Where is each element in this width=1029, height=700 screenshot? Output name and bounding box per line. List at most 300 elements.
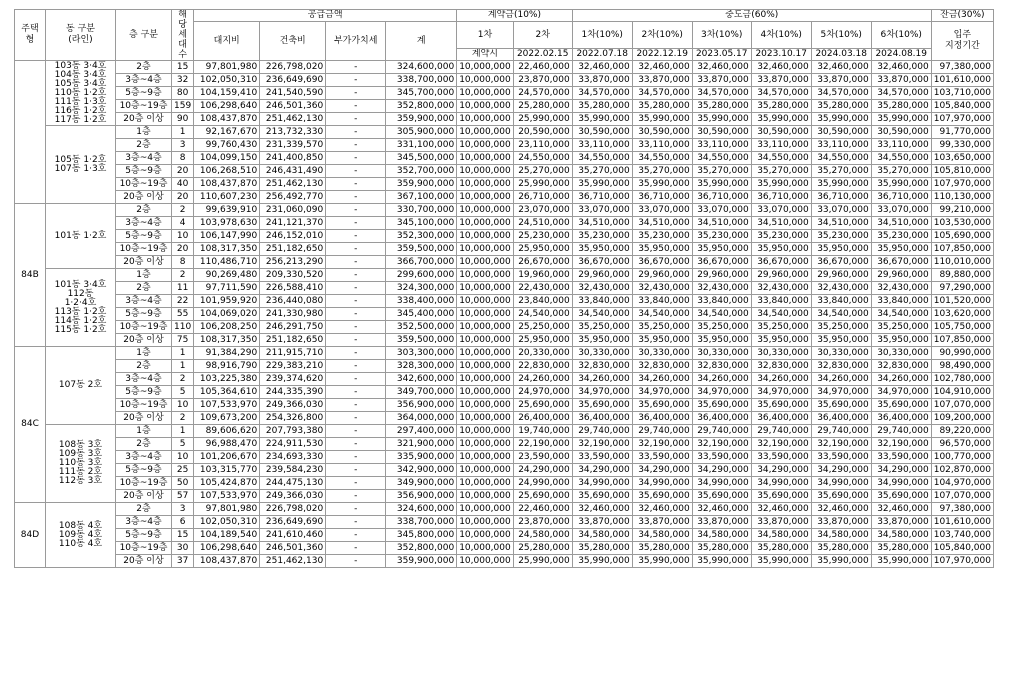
table-row bbox=[15, 295, 994, 308]
amount-cell: 35,280,000 bbox=[751, 542, 811, 555]
amount-cell: 34,570,000 bbox=[871, 87, 931, 100]
amount-cell: 102,050,310 bbox=[194, 74, 260, 87]
floor-cell: 2층 bbox=[116, 204, 172, 217]
amount-cell: 108,317,350 bbox=[194, 243, 260, 256]
header-building: 건축비 bbox=[260, 22, 326, 61]
amount-cell: 352,500,000 bbox=[386, 321, 457, 334]
floor-cell: 5층~9층 bbox=[116, 230, 172, 243]
amount-cell: - bbox=[326, 503, 386, 516]
table-row bbox=[15, 529, 994, 542]
amount-cell: 107,070,000 bbox=[931, 399, 993, 412]
amount-cell: 97,380,000 bbox=[931, 61, 993, 74]
units-cell: 1 bbox=[172, 347, 194, 360]
amount-cell: 32,830,000 bbox=[632, 360, 692, 373]
units-cell: 4 bbox=[172, 217, 194, 230]
table-row bbox=[15, 399, 994, 412]
amount-cell: 35,950,000 bbox=[692, 243, 751, 256]
header-mid-date-4: 2023.10.17 bbox=[751, 49, 811, 61]
amount-cell: 33,070,000 bbox=[572, 204, 632, 217]
header-c1-date: 계약시 bbox=[457, 49, 514, 61]
table-row bbox=[15, 490, 994, 503]
amount-cell: - bbox=[326, 516, 386, 529]
amount-cell: 24,510,000 bbox=[513, 217, 572, 230]
amount-cell: 35,690,000 bbox=[692, 490, 751, 503]
amount-cell: 33,110,000 bbox=[632, 139, 692, 152]
amount-cell: 103,710,000 bbox=[931, 87, 993, 100]
amount-cell: 10,000,000 bbox=[457, 451, 514, 464]
amount-cell: 30,590,000 bbox=[811, 126, 871, 139]
floor-cell: 20층 이상 bbox=[116, 113, 172, 126]
amount-cell: 35,250,000 bbox=[692, 321, 751, 334]
dong-cell: 101동 3·4호 112동 1·2·4호 113동 1·2호 114동 1·2호 115동 1·2호 bbox=[46, 269, 116, 347]
amount-cell: 25,230,000 bbox=[513, 230, 572, 243]
amount-cell: 106,147,990 bbox=[194, 230, 260, 243]
amount-cell: 349,900,000 bbox=[386, 477, 457, 490]
amount-cell: 352,700,000 bbox=[386, 165, 457, 178]
amount-cell: 36,400,000 bbox=[572, 412, 632, 425]
amount-cell: 32,460,000 bbox=[871, 503, 931, 516]
table-row bbox=[15, 74, 994, 87]
amount-cell: 241,121,370 bbox=[260, 217, 326, 230]
header-mid-date-1: 2022.07.18 bbox=[572, 49, 632, 61]
amount-cell: 34,550,000 bbox=[632, 152, 692, 165]
amount-cell: 246,431,490 bbox=[260, 165, 326, 178]
amount-cell: - bbox=[326, 438, 386, 451]
amount-cell: 33,590,000 bbox=[692, 451, 751, 464]
floor-cell: 10층~19층 bbox=[116, 100, 172, 113]
amount-cell: 35,690,000 bbox=[811, 490, 871, 503]
amount-cell: 110,607,230 bbox=[194, 191, 260, 204]
amount-cell: 10,000,000 bbox=[457, 152, 514, 165]
amount-cell: 35,990,000 bbox=[572, 113, 632, 126]
amount-cell: 91,770,000 bbox=[931, 126, 993, 139]
amount-cell: 236,649,690 bbox=[260, 74, 326, 87]
table-row bbox=[15, 412, 994, 425]
amount-cell: 30,330,000 bbox=[632, 347, 692, 360]
amount-cell: 103,978,630 bbox=[194, 217, 260, 230]
amount-cell: 10,000,000 bbox=[457, 100, 514, 113]
amount-cell: 241,540,590 bbox=[260, 87, 326, 100]
header-mid-3: 3차(10%) bbox=[692, 22, 751, 49]
amount-cell: 35,990,000 bbox=[632, 178, 692, 191]
amount-cell: 32,830,000 bbox=[572, 360, 632, 373]
amount-cell: - bbox=[326, 230, 386, 243]
amount-cell: 105,840,000 bbox=[931, 100, 993, 113]
floor-cell: 5층~9층 bbox=[116, 165, 172, 178]
amount-cell: 35,250,000 bbox=[632, 321, 692, 334]
amount-cell: 29,740,000 bbox=[811, 425, 871, 438]
amount-cell: 34,570,000 bbox=[692, 87, 751, 100]
amount-cell: 103,315,770 bbox=[194, 464, 260, 477]
floor-cell: 2층 bbox=[116, 360, 172, 373]
amount-cell: 25,950,000 bbox=[513, 243, 572, 256]
amount-cell: 35,270,000 bbox=[572, 165, 632, 178]
amount-cell: 107,850,000 bbox=[931, 243, 993, 256]
amount-cell: 32,460,000 bbox=[572, 503, 632, 516]
amount-cell: 35,690,000 bbox=[751, 399, 811, 412]
type-cell: 84D bbox=[15, 503, 46, 568]
amount-cell: 32,460,000 bbox=[632, 503, 692, 516]
amount-cell: 103,620,000 bbox=[931, 308, 993, 321]
amount-cell: 10,000,000 bbox=[457, 139, 514, 152]
amount-cell: 35,990,000 bbox=[692, 113, 751, 126]
amount-cell: 35,230,000 bbox=[632, 230, 692, 243]
amount-cell: 33,590,000 bbox=[811, 451, 871, 464]
units-cell: 6 bbox=[172, 516, 194, 529]
amount-cell: 35,280,000 bbox=[871, 542, 931, 555]
amount-cell: 36,670,000 bbox=[751, 256, 811, 269]
table-row bbox=[15, 178, 994, 191]
amount-cell: 33,870,000 bbox=[871, 74, 931, 87]
units-cell: 55 bbox=[172, 308, 194, 321]
amount-cell: 10,000,000 bbox=[457, 438, 514, 451]
amount-cell: 35,950,000 bbox=[632, 334, 692, 347]
units-cell: 20 bbox=[172, 243, 194, 256]
amount-cell: 34,260,000 bbox=[751, 373, 811, 386]
amount-cell: 352,300,000 bbox=[386, 230, 457, 243]
amount-cell: 107,850,000 bbox=[931, 334, 993, 347]
amount-cell: 251,182,650 bbox=[260, 243, 326, 256]
floor-cell: 10층~19층 bbox=[116, 321, 172, 334]
dong-cell: 108동 4호 109동 4호 110동 4호 bbox=[46, 503, 116, 568]
header-mid: 중도금(60%) bbox=[572, 10, 931, 22]
header-dong: 동 구분 (라인) bbox=[46, 10, 116, 61]
amount-cell: 24,540,000 bbox=[513, 308, 572, 321]
amount-cell: 30,330,000 bbox=[692, 347, 751, 360]
amount-cell: 107,970,000 bbox=[931, 178, 993, 191]
amount-cell: 32,460,000 bbox=[572, 61, 632, 74]
units-cell: 2 bbox=[172, 269, 194, 282]
amount-cell: 36,710,000 bbox=[811, 191, 871, 204]
amount-cell: 10,000,000 bbox=[457, 412, 514, 425]
amount-cell: 209,330,520 bbox=[260, 269, 326, 282]
units-cell: 1 bbox=[172, 425, 194, 438]
amount-cell: 90,269,480 bbox=[194, 269, 260, 282]
amount-cell: 107,533,970 bbox=[194, 399, 260, 412]
amount-cell: 33,840,000 bbox=[572, 295, 632, 308]
header-land: 대지비 bbox=[194, 22, 260, 61]
header-units: 해당세대수 bbox=[172, 10, 194, 61]
amount-cell: 102,050,310 bbox=[194, 516, 260, 529]
amount-cell: 35,280,000 bbox=[692, 542, 751, 555]
header-mid-2: 2차(10%) bbox=[632, 22, 692, 49]
amount-cell: 33,840,000 bbox=[751, 295, 811, 308]
amount-cell: - bbox=[326, 152, 386, 165]
table-row bbox=[15, 152, 994, 165]
amount-cell: - bbox=[326, 217, 386, 230]
amount-cell: 32,430,000 bbox=[811, 282, 871, 295]
amount-cell: 34,540,000 bbox=[692, 308, 751, 321]
amount-cell: 33,870,000 bbox=[811, 516, 871, 529]
amount-cell: 22,460,000 bbox=[513, 61, 572, 74]
amount-cell: 35,280,000 bbox=[632, 100, 692, 113]
amount-cell: 251,462,130 bbox=[260, 555, 326, 568]
amount-cell: - bbox=[326, 74, 386, 87]
amount-cell: 10,000,000 bbox=[457, 217, 514, 230]
amount-cell: 34,540,000 bbox=[751, 308, 811, 321]
header-mid-date-5: 2024.03.18 bbox=[811, 49, 871, 61]
amount-cell: 33,590,000 bbox=[751, 451, 811, 464]
amount-cell: 226,588,410 bbox=[260, 282, 326, 295]
amount-cell: 34,970,000 bbox=[871, 386, 931, 399]
amount-cell: 36,400,000 bbox=[751, 412, 811, 425]
table-row bbox=[15, 503, 994, 516]
amount-cell: 92,167,670 bbox=[194, 126, 260, 139]
amount-cell: - bbox=[326, 464, 386, 477]
units-cell: 8 bbox=[172, 152, 194, 165]
units-cell: 10 bbox=[172, 230, 194, 243]
amount-cell: 367,100,000 bbox=[386, 191, 457, 204]
amount-cell: 23,070,000 bbox=[513, 204, 572, 217]
amount-cell: 101,520,000 bbox=[931, 295, 993, 308]
amount-cell: 26,400,000 bbox=[513, 412, 572, 425]
amount-cell: - bbox=[326, 256, 386, 269]
amount-cell: 34,970,000 bbox=[751, 386, 811, 399]
amount-cell: 34,260,000 bbox=[692, 373, 751, 386]
amount-cell: 23,590,000 bbox=[513, 451, 572, 464]
amount-cell: 254,326,800 bbox=[260, 412, 326, 425]
floor-cell: 5층~9층 bbox=[116, 87, 172, 100]
amount-cell: 36,400,000 bbox=[632, 412, 692, 425]
dong-cell: 107동 2호 bbox=[46, 347, 116, 425]
amount-cell: 10,000,000 bbox=[457, 477, 514, 490]
amount-cell: 345,700,000 bbox=[386, 87, 457, 100]
units-cell: 50 bbox=[172, 477, 194, 490]
amount-cell: 321,900,000 bbox=[386, 438, 457, 451]
amount-cell: 34,510,000 bbox=[811, 217, 871, 230]
amount-cell: 34,580,000 bbox=[811, 529, 871, 542]
amount-cell: 34,510,000 bbox=[751, 217, 811, 230]
floor-cell: 5층~9층 bbox=[116, 464, 172, 477]
amount-cell: 35,990,000 bbox=[871, 178, 931, 191]
amount-cell: 10,000,000 bbox=[457, 386, 514, 399]
amount-cell: 364,000,000 bbox=[386, 412, 457, 425]
amount-cell: 33,870,000 bbox=[692, 516, 751, 529]
amount-cell: - bbox=[326, 282, 386, 295]
header-balance: 잔금(30%) bbox=[931, 10, 993, 22]
amount-cell: 99,639,910 bbox=[194, 204, 260, 217]
table-row bbox=[15, 243, 994, 256]
units-cell: 30 bbox=[172, 542, 194, 555]
amount-cell: 345,800,000 bbox=[386, 529, 457, 542]
amount-cell: 10,000,000 bbox=[457, 204, 514, 217]
amount-cell: 30,330,000 bbox=[751, 347, 811, 360]
amount-cell: 107,070,000 bbox=[931, 490, 993, 503]
units-cell: 5 bbox=[172, 386, 194, 399]
amount-cell: 34,990,000 bbox=[632, 477, 692, 490]
amount-cell: 35,950,000 bbox=[572, 334, 632, 347]
amount-cell: 236,440,080 bbox=[260, 295, 326, 308]
amount-cell: 22,460,000 bbox=[513, 503, 572, 516]
amount-cell: 101,959,920 bbox=[194, 295, 260, 308]
amount-cell: 32,460,000 bbox=[632, 61, 692, 74]
amount-cell: 35,690,000 bbox=[572, 399, 632, 412]
amount-cell: 35,950,000 bbox=[811, 334, 871, 347]
amount-cell: 23,110,000 bbox=[513, 139, 572, 152]
header-mid-4: 4차(10%) bbox=[751, 22, 811, 49]
header-vat: 부가가치세 bbox=[326, 22, 386, 61]
amount-cell: 97,380,000 bbox=[931, 503, 993, 516]
amount-cell: 10,000,000 bbox=[457, 243, 514, 256]
amount-cell: 241,400,850 bbox=[260, 152, 326, 165]
amount-cell: 35,690,000 bbox=[751, 490, 811, 503]
amount-cell: 34,990,000 bbox=[751, 477, 811, 490]
floor-cell: 20층 이상 bbox=[116, 191, 172, 204]
amount-cell: 35,990,000 bbox=[692, 178, 751, 191]
amount-cell: 35,990,000 bbox=[811, 178, 871, 191]
amount-cell: 35,990,000 bbox=[751, 178, 811, 191]
amount-cell: - bbox=[326, 191, 386, 204]
amount-cell: 10,000,000 bbox=[457, 321, 514, 334]
amount-cell: 10,000,000 bbox=[457, 87, 514, 100]
amount-cell: 10,000,000 bbox=[457, 308, 514, 321]
amount-cell: 35,990,000 bbox=[632, 555, 692, 568]
amount-cell: 25,250,000 bbox=[513, 321, 572, 334]
amount-cell: 34,260,000 bbox=[871, 373, 931, 386]
units-cell: 10 bbox=[172, 399, 194, 412]
floor-cell: 2층 bbox=[116, 61, 172, 74]
amount-cell: 10,000,000 bbox=[457, 425, 514, 438]
amount-cell: 359,500,000 bbox=[386, 243, 457, 256]
units-cell: 32 bbox=[172, 74, 194, 87]
amount-cell: 213,732,330 bbox=[260, 126, 326, 139]
amount-cell: 246,501,360 bbox=[260, 542, 326, 555]
amount-cell: 33,590,000 bbox=[632, 451, 692, 464]
units-cell: 159 bbox=[172, 100, 194, 113]
units-cell: 110 bbox=[172, 321, 194, 334]
amount-cell: 35,270,000 bbox=[692, 165, 751, 178]
amount-cell: 35,990,000 bbox=[751, 555, 811, 568]
amount-cell: 103,530,000 bbox=[931, 217, 993, 230]
amount-cell: 33,070,000 bbox=[632, 204, 692, 217]
amount-cell: 30,590,000 bbox=[751, 126, 811, 139]
amount-cell: 32,830,000 bbox=[751, 360, 811, 373]
amount-cell: 33,070,000 bbox=[751, 204, 811, 217]
amount-cell: 29,740,000 bbox=[871, 425, 931, 438]
amount-cell: 32,830,000 bbox=[811, 360, 871, 373]
amount-cell: 35,280,000 bbox=[572, 100, 632, 113]
floor-cell: 1층 bbox=[116, 425, 172, 438]
amount-cell: 36,670,000 bbox=[871, 256, 931, 269]
amount-cell: 324,300,000 bbox=[386, 282, 457, 295]
header-balance-date: 입주 지정기간 bbox=[931, 22, 993, 61]
amount-cell: 33,870,000 bbox=[751, 74, 811, 87]
amount-cell: 107,970,000 bbox=[931, 555, 993, 568]
table-row bbox=[15, 230, 994, 243]
amount-cell: 249,366,030 bbox=[260, 399, 326, 412]
amount-cell: 35,270,000 bbox=[751, 165, 811, 178]
amount-cell: 246,152,010 bbox=[260, 230, 326, 243]
floor-cell: 3층~4층 bbox=[116, 295, 172, 308]
amount-cell: 10,000,000 bbox=[457, 61, 514, 74]
price-table bbox=[14, 9, 994, 568]
units-cell: 10 bbox=[172, 451, 194, 464]
amount-cell: 29,740,000 bbox=[572, 425, 632, 438]
units-cell: 80 bbox=[172, 87, 194, 100]
amount-cell: 24,260,000 bbox=[513, 373, 572, 386]
amount-cell: - bbox=[326, 269, 386, 282]
table-row bbox=[15, 282, 994, 295]
amount-cell: 34,570,000 bbox=[751, 87, 811, 100]
amount-cell: 352,800,000 bbox=[386, 100, 457, 113]
amount-cell: 34,580,000 bbox=[692, 529, 751, 542]
units-cell: 20 bbox=[172, 191, 194, 204]
amount-cell: 98,490,000 bbox=[931, 360, 993, 373]
units-cell: 8 bbox=[172, 256, 194, 269]
amount-cell: 34,510,000 bbox=[692, 217, 751, 230]
amount-cell: 104,159,410 bbox=[194, 87, 260, 100]
amount-cell: 10,000,000 bbox=[457, 399, 514, 412]
header-supply: 공급금액 bbox=[194, 10, 457, 22]
amount-cell: 33,870,000 bbox=[751, 516, 811, 529]
amount-cell: 34,260,000 bbox=[572, 373, 632, 386]
amount-cell: 35,280,000 bbox=[871, 100, 931, 113]
amount-cell: 35,690,000 bbox=[871, 490, 931, 503]
amount-cell: 359,500,000 bbox=[386, 334, 457, 347]
amount-cell: 102,780,000 bbox=[931, 373, 993, 386]
table-row bbox=[15, 373, 994, 386]
amount-cell: 34,570,000 bbox=[572, 87, 632, 100]
table-row bbox=[15, 113, 994, 126]
amount-cell: 36,670,000 bbox=[572, 256, 632, 269]
amount-cell: 10,000,000 bbox=[457, 516, 514, 529]
units-cell: 25 bbox=[172, 464, 194, 477]
floor-cell: 3층~4층 bbox=[116, 74, 172, 87]
amount-cell: 107,970,000 bbox=[931, 113, 993, 126]
amount-cell: 30,590,000 bbox=[871, 126, 931, 139]
units-cell: 1 bbox=[172, 360, 194, 373]
table-row bbox=[15, 555, 994, 568]
header-total: 계 bbox=[386, 22, 457, 61]
amount-cell: 35,990,000 bbox=[572, 178, 632, 191]
amount-cell: 35,990,000 bbox=[632, 113, 692, 126]
amount-cell: 324,600,000 bbox=[386, 61, 457, 74]
floor-cell: 2층 bbox=[116, 282, 172, 295]
units-cell: 2 bbox=[172, 373, 194, 386]
floor-cell: 2층 bbox=[116, 503, 172, 516]
amount-cell: 35,950,000 bbox=[751, 243, 811, 256]
amount-cell: 22,190,000 bbox=[513, 438, 572, 451]
amount-cell: 34,970,000 bbox=[692, 386, 751, 399]
amount-cell: 33,110,000 bbox=[811, 139, 871, 152]
amount-cell: 26,710,000 bbox=[513, 191, 572, 204]
amount-cell: 349,700,000 bbox=[386, 386, 457, 399]
amount-cell: 328,300,000 bbox=[386, 360, 457, 373]
amount-cell: 35,250,000 bbox=[751, 321, 811, 334]
amount-cell: 25,280,000 bbox=[513, 542, 572, 555]
amount-cell: 24,550,000 bbox=[513, 152, 572, 165]
amount-cell: 35,950,000 bbox=[572, 243, 632, 256]
amount-cell: 345,500,000 bbox=[386, 152, 457, 165]
amount-cell: 34,290,000 bbox=[811, 464, 871, 477]
amount-cell: - bbox=[326, 113, 386, 126]
amount-cell: 25,990,000 bbox=[513, 178, 572, 191]
amount-cell: 32,430,000 bbox=[871, 282, 931, 295]
units-cell: 3 bbox=[172, 139, 194, 152]
amount-cell: 34,970,000 bbox=[632, 386, 692, 399]
units-cell: 75 bbox=[172, 334, 194, 347]
amount-cell: 19,740,000 bbox=[513, 425, 572, 438]
amount-cell: 36,710,000 bbox=[572, 191, 632, 204]
amount-cell: 35,950,000 bbox=[632, 243, 692, 256]
amount-cell: 207,793,380 bbox=[260, 425, 326, 438]
amount-cell: 29,740,000 bbox=[692, 425, 751, 438]
amount-cell: 10,000,000 bbox=[457, 126, 514, 139]
amount-cell: - bbox=[326, 542, 386, 555]
amount-cell: 10,000,000 bbox=[457, 295, 514, 308]
amount-cell: 25,990,000 bbox=[513, 113, 572, 126]
amount-cell: 29,960,000 bbox=[811, 269, 871, 282]
